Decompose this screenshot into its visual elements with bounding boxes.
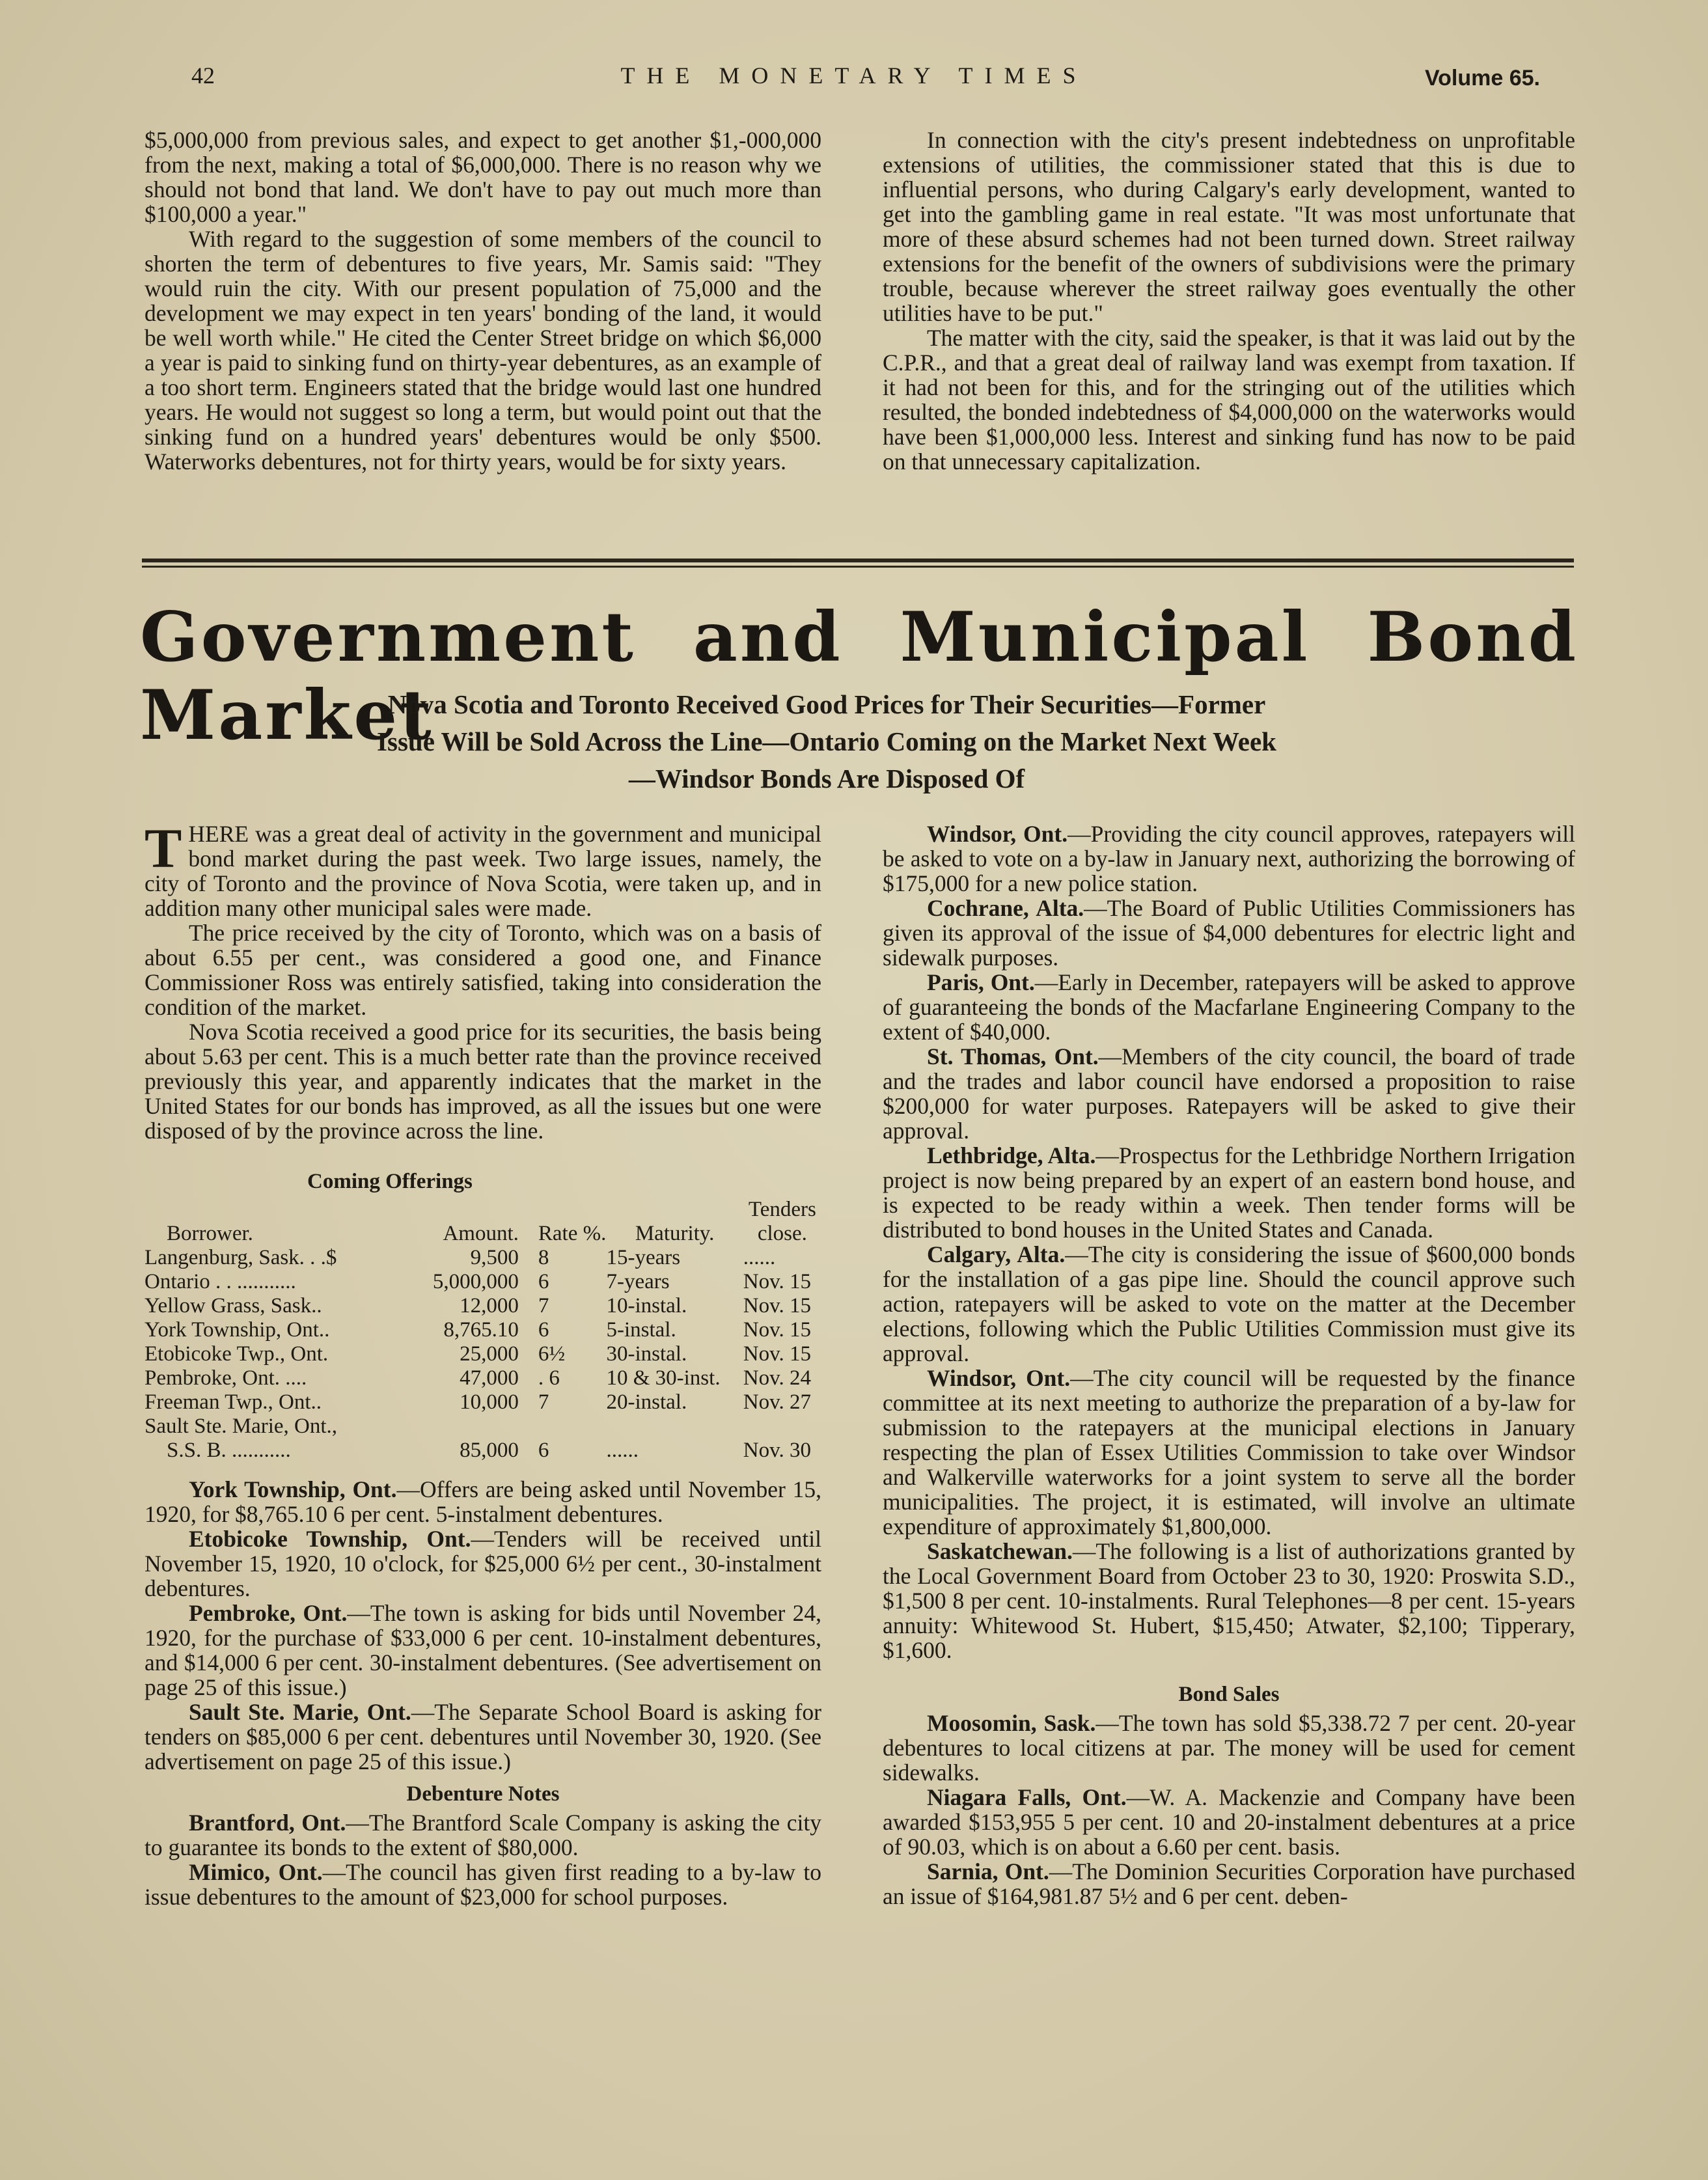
article-subhead: Nova Scotia and Toronto Received Good Prices for Their Securities—Former Issue Will be Sold Across the Line—Ontario Coming on the Market Next Week—Windsor Bonds Are Disposed Of bbox=[377, 689, 1276, 793]
page-number: 42 bbox=[191, 62, 215, 89]
cell-tenders: Nov. 15 bbox=[743, 1318, 811, 1342]
cell-maturity: 7-years bbox=[606, 1270, 670, 1293]
item-text: —The Brantford Scale Company is asking the city to guarantee its bonds to the extent of $80,000. bbox=[145, 1810, 821, 1860]
news-item bbox=[145, 1477, 821, 1526]
cell-tenders: Nov. 15 bbox=[743, 1342, 811, 1366]
item-text: —The city is considering the issue of $600,000 bonds for the installation of a gas pipe line. Should the council approve such action, ratepayers will be asked to vote on the matter at the December elections, following which the Public Utilities Commission must give its approval. bbox=[883, 1241, 1575, 1366]
cell-rate: . 6 bbox=[538, 1366, 560, 1390]
cell-tenders: Nov. 24 bbox=[743, 1366, 811, 1390]
offerings-row bbox=[145, 1246, 821, 1270]
offerings-row bbox=[145, 1270, 821, 1294]
item-place: Cochrane, Alta. bbox=[927, 895, 1084, 921]
paragraph: The matter with the city, said the speaker, is that it was laid out by the C.P.R., and that a great deal of railway land was exempt from taxation. If it had not been for this, and for the stringing out of the utilities which resulted, the bonded indebtedness of $4,000,000 on the waterworks would have been $1,000,000 less. Interest and sinking fund has now to be paid on that unnecessary capitalization. bbox=[883, 325, 1575, 475]
item-text: —The Separate School Board is asking for tenders on $85,000 6 per cent. debentures until November 30, 1920. (See advertisement on page 25 of this issue.) bbox=[145, 1699, 821, 1774]
news-item bbox=[883, 1366, 1575, 1539]
cell-tenders: ...... bbox=[743, 1246, 776, 1269]
cell-maturity: 20-instal. bbox=[606, 1390, 687, 1414]
drop-cap: T bbox=[145, 817, 182, 879]
cell-maturity: ...... bbox=[606, 1439, 639, 1462]
item-place: Lethbridge, Alta. bbox=[927, 1142, 1096, 1168]
paragraph: Nova Scotia received a good price for its securities, the basis being about 5.63 per cent. This is a much better rate than the province received previously this year, and apparently indicates that the market in the United States for our bonds has improved, as all the issues but one were disposed of by the province across the line. bbox=[145, 1019, 821, 1144]
item-text: —Providing the city council approves, ratepayers will be asked to vote on a by-law in January next, authorizing the borrowing of $175,000 for a new police station. bbox=[883, 821, 1576, 896]
debenture-notes-title: Debenture Notes bbox=[406, 1782, 560, 1806]
offerings-row bbox=[145, 1318, 821, 1342]
item-place: Paris, Ont. bbox=[927, 969, 1035, 995]
col-amount: Amount. bbox=[443, 1222, 519, 1245]
cell-tenders: Nov. 15 bbox=[743, 1270, 811, 1293]
news-item bbox=[883, 1711, 1575, 1785]
col-rate: Rate %. bbox=[538, 1222, 607, 1245]
news-item bbox=[883, 1242, 1575, 1366]
bond-sales-title: Bond Sales bbox=[1178, 1683, 1280, 1706]
offerings-row bbox=[145, 1390, 821, 1414]
item-place: Sault Ste. Marie, Ont. bbox=[189, 1699, 411, 1725]
cell-amount: 47,000 bbox=[460, 1366, 519, 1390]
cell-maturity: 10-instal. bbox=[606, 1294, 687, 1318]
top-left-column bbox=[145, 128, 821, 474]
item-place: Etobicoke Township, Ont. bbox=[189, 1526, 471, 1552]
item-text: —The council has given first reading to a by-law to issue debentures to the amount of $23,000 for school purposes. bbox=[145, 1859, 821, 1910]
item-place: Saskatchewan. bbox=[927, 1538, 1073, 1564]
cell-borrower: Langenburg, Sask. . .$ bbox=[145, 1246, 337, 1269]
item-place: Mimico, Ont. bbox=[189, 1859, 323, 1885]
masthead: THE MONETARY TIMES bbox=[620, 62, 1088, 89]
cell-maturity: 10 & 30-inst. bbox=[606, 1366, 721, 1390]
offerings-row bbox=[145, 1294, 821, 1318]
item-text: —Prospectus for the Lethbridge Northern Irrigation project is now being prepared by an expert of an eastern bond house, and is expected to be ready within a week. Then tender forms will be distributed to bond houses in the United States and Canada. bbox=[883, 1142, 1575, 1243]
paragraph: In connection with the city's present indebtedness on unprofitable extensions of utilities, the commissioner stated that this is due to influential persons, who during Calgary's early development, wanted to get into the gambling game in real estate. "It was most unfortunate that more of these absurd schemes had not been turned down. Street railway extensions for the benefit of the owners of subdivisions were the primary trouble, because wherever the street railway goes eventually the other utilities have to be put." bbox=[883, 127, 1575, 326]
cell-borrower: Etobicoke Twp., Ont. bbox=[145, 1342, 329, 1366]
news-item bbox=[883, 821, 1575, 896]
cell-borrower: York Township, Ont.. bbox=[145, 1318, 330, 1342]
cell-maturity: 30-instal. bbox=[606, 1342, 687, 1366]
item-text: —W. A. Mackenzie and Company have been awarded $153,955 5 per cent. 10 and 20-instalment debentures at a price of 90.03, which is on about a 6.60 per cent. basis. bbox=[883, 1784, 1576, 1860]
cell-borrower: Sault Ste. Marie, Ont., bbox=[145, 1414, 338, 1438]
offerings-title: Coming Offerings bbox=[307, 1170, 473, 1193]
item-text: —The Board of Public Utilities Commissioners has given its approval of the issue of $4,000 debentures for electric light and sidewalk purposes. bbox=[883, 895, 1575, 971]
cell-tenders: Nov. 30 bbox=[743, 1439, 811, 1462]
cell-borrower: Ontario . . ........... bbox=[145, 1270, 296, 1293]
cell-tenders: Nov. 27 bbox=[743, 1390, 811, 1414]
col-tenders: Tenders close. bbox=[748, 1198, 816, 1245]
col-maturity: Maturity. bbox=[635, 1222, 715, 1245]
item-place: Moosomin, Sask. bbox=[927, 1710, 1096, 1736]
cell-rate bbox=[538, 1414, 607, 1439]
news-item bbox=[883, 1859, 1575, 1909]
item-place: Windsor, Ont. bbox=[927, 1365, 1071, 1391]
item-text: —Members of the city council, the board of trade and the trades and labor council have endorsed a proposition to raise $200,000 for water purposes. Ratepayers will be asked to give their approval. bbox=[883, 1043, 1575, 1144]
item-text: —The Dominion Securities Corporation have purchased an issue of $164,981.87 5½ and 6 per cent. deben- bbox=[883, 1858, 1575, 1909]
paragraph: The price received by the city of Toronto, which was on a basis of about 6.55 per cent., was considered a good one, and Finance Commissioner Ross was entirely satisfied, taking into consideration the condition of the market. bbox=[145, 920, 821, 1020]
offerings-table bbox=[145, 1198, 821, 1463]
cell-amount: 10,000 bbox=[460, 1390, 519, 1414]
article-right-column bbox=[883, 821, 1575, 1909]
offerings-row bbox=[145, 1366, 821, 1390]
item-place: Niagara Falls, Ont. bbox=[927, 1784, 1127, 1810]
article-left-column bbox=[145, 817, 821, 1910]
section-divider bbox=[142, 559, 1574, 568]
cell-rate: 7 bbox=[538, 1294, 549, 1318]
news-item bbox=[883, 1143, 1575, 1242]
news-item bbox=[145, 1860, 821, 1909]
cell-borrower: S.S. B. ........... bbox=[167, 1439, 291, 1462]
cell-maturity: 5-instal. bbox=[606, 1318, 676, 1342]
cell-borrower: Yellow Grass, Sask.. bbox=[145, 1294, 322, 1318]
cell-rate: 8 bbox=[538, 1246, 549, 1269]
cell-maturity bbox=[606, 1414, 743, 1439]
offerings-row bbox=[145, 1439, 821, 1463]
cell-amount: 25,000 bbox=[460, 1342, 519, 1366]
news-item bbox=[883, 1785, 1575, 1859]
item-text: —The following is a list of authorizations granted by the Local Government Board from October 23 to 30, 1920: Proswita S.D., $1,500 8 per cent. 10-instalments. Rural Telephones—8 per cent. 15-years annuity: Whitewood St. Hubert, $15,450; Atwater, $2,100; Tipperary, $1,600. bbox=[883, 1538, 1575, 1663]
item-text: —The town has sold $5,338.72 7 per cent. 20-year debentures to local citizens at par. The money will be used for cement sidewalks. bbox=[883, 1710, 1575, 1786]
paragraph: $5,000,000 from previous sales, and expect to get another $1,-000,000 from the next, making a total of $6,000,000. There is no reason why we should not bond that land. We don't have to pay out much more than $100,000 a year." bbox=[145, 127, 821, 227]
offerings-row bbox=[145, 1342, 821, 1366]
item-text: —The town is asking for bids until November 24, 1920, for the purchase of $33,000 6 per cent. 10-instalment debentures, and $14,000 6 per cent. 30-instalment debentures. (See advertisement on page 25 of this issue.) bbox=[145, 1600, 821, 1700]
cell-amount: 85,000 bbox=[460, 1439, 519, 1462]
news-item bbox=[883, 1539, 1575, 1663]
item-place: Brantford, Ont. bbox=[189, 1810, 346, 1836]
news-item bbox=[883, 970, 1575, 1044]
article-headline: Government and Municipal Bond Market bbox=[140, 596, 1578, 755]
news-item bbox=[883, 1044, 1575, 1143]
cell-rate: 7 bbox=[538, 1390, 549, 1414]
col-borrower: Borrower. bbox=[167, 1222, 253, 1245]
cell-amount: 12,000 bbox=[460, 1294, 519, 1318]
top-right-column bbox=[883, 128, 1575, 474]
cell-maturity: 15-years bbox=[606, 1246, 681, 1269]
intro-paragraph: THERE was a great deal of activity in the government and municipal bond market during the past week. Two large issues, namely, the city of Toronto and the province of Nova Scotia, were taken up, and in addition many other municipal sales were made. bbox=[145, 817, 821, 921]
cell-rate: 6½ bbox=[538, 1342, 566, 1366]
cell-amount bbox=[389, 1414, 538, 1439]
item-place: York Township, Ont. bbox=[189, 1476, 397, 1502]
cell-borrower: Pembroke, Ont. .... bbox=[145, 1366, 307, 1390]
news-item bbox=[145, 1700, 821, 1774]
cell-amount: 9,500 bbox=[470, 1246, 519, 1269]
cell-borrower: Freeman Twp., Ont.. bbox=[145, 1390, 322, 1414]
news-item bbox=[145, 1526, 821, 1601]
paragraph: With regard to the suggestion of some members of the council to shorten the term of debentures to five years, Mr. Samis said: "They would ruin the city. With our present population of 75,000 and the development we may expect in ten years' bonding of the land, it would be well worth while." He cited the Center Street bridge on which $6,000 a year is paid to sinking fund on thirty-year debentures, as an example of a too short term. Engineers stated that the bridge would last one hundred years. He would not suggest so long a term, but would point out that the sinking fund on a hundred years' debentures would be only $500. Waterworks debentures, not for thirty years, would be for sixty years. bbox=[145, 226, 821, 475]
news-item bbox=[883, 896, 1575, 970]
cell-tenders: Nov. 15 bbox=[743, 1294, 811, 1318]
item-text: —Offers are being asked until November 15, 1920, for $8,765.10 6 per cent. 5-instalment debentures. bbox=[145, 1476, 821, 1527]
item-place: Sarnia, Ont. bbox=[927, 1858, 1049, 1884]
news-item bbox=[145, 1601, 821, 1700]
cell-tenders bbox=[743, 1414, 821, 1439]
offerings-row bbox=[145, 1414, 821, 1439]
item-text: —Early in December, ratepayers will be asked to approve of guaranteeing the bonds of the Macfarlane Engineering Company to the extent of $40,000. bbox=[883, 969, 1575, 1045]
item-place: Pembroke, Ont. bbox=[189, 1600, 348, 1626]
page-header bbox=[0, 62, 1708, 101]
item-place: Windsor, Ont. bbox=[927, 821, 1068, 847]
item-text: —Tenders will be received until November 15, 1920, 10 o'clock, for $25,000 6½ per cent., 30-instalment debentures. bbox=[145, 1526, 821, 1601]
news-item bbox=[145, 1810, 821, 1860]
cell-rate: 6 bbox=[538, 1270, 549, 1293]
cell-amount: 5,000,000 bbox=[432, 1270, 519, 1293]
cell-rate: 6 bbox=[538, 1439, 549, 1462]
cell-amount: 8,765.10 bbox=[443, 1318, 519, 1342]
cell-rate: 6 bbox=[538, 1318, 549, 1342]
offerings-header-row bbox=[145, 1198, 821, 1246]
item-place: Calgary, Alta. bbox=[927, 1241, 1066, 1267]
item-text: —The city council will be requested by the finance committee at its next meeting to authorize the preparation of a by-law for submission to the ratepayers at the municipal elections in January respecting the plan of Essex Utilities Commission to take over Windsor and Walkerville waterworks for a joint system to serve all the border municipalities. The project, it is estimated, will involve an ultimate expenditure of approximately $1,800,000. bbox=[883, 1365, 1575, 1539]
item-place: St. Thomas, Ont. bbox=[927, 1043, 1099, 1069]
volume-label: Volume 65. bbox=[1425, 66, 1540, 90]
